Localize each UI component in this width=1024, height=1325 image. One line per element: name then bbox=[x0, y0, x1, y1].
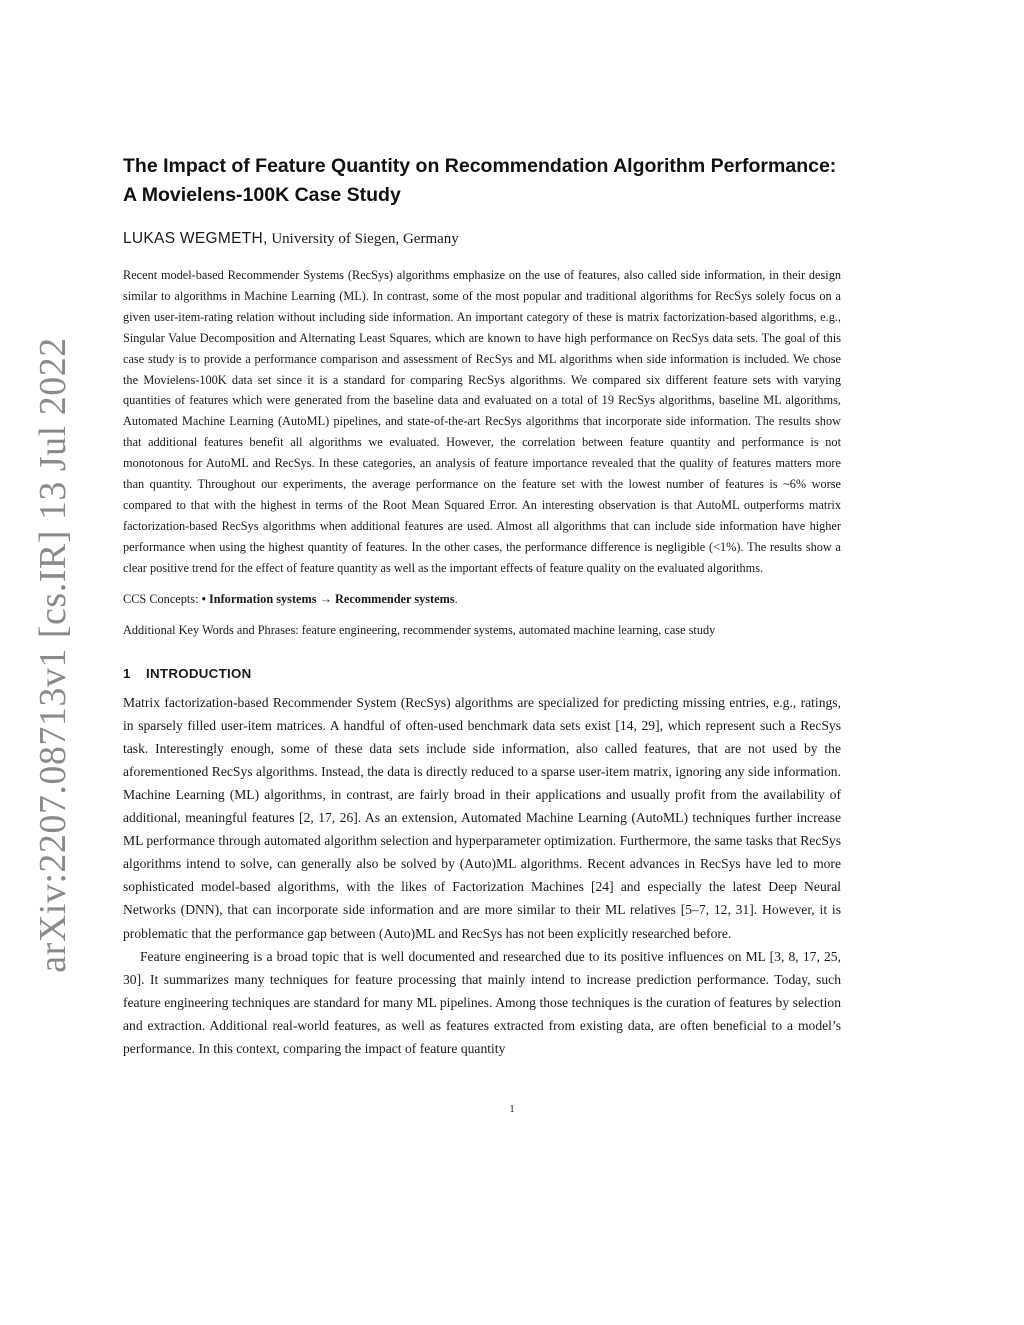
ccs-end: . bbox=[454, 591, 458, 606]
introduction-body bbox=[123, 691, 841, 1061]
introduction-paragraph-2: Feature engineering is a broad topic that is well documented and researched due to its positive influences on ML [3, 8, 17, 25, 30]. It summarizes many techniques for feature processing that mainly intend to increase prediction performance. Today, such feature engineering techniques are standard for many ML pipelines. Among those techniques is the curation of features by selection and extraction. Additional real-world features, as well as features extracted from existing data, are often beneficial to a model’s performance. In this context, comparing the impact of feature quantity bbox=[123, 948, 841, 1056]
abstract: Recent model-based Recommender Systems (RecSys) algorithms emphasize on the use of features, also called side information, in their design similar to algorithms in Machine Learning (ML). In contrast, some of the most popular and traditional algorithms for RecSys solely focus on a given user-item-rating relation without including side information. An important category of these is matrix factorization-based algorithms, e.g., Singular Value Decomposition and Alternating Least Squares, which are known to have high performance on RecSys data sets. The goal of this case study is to provide a performance comparison and assessment of RecSys and ML algorithms when side information is included. We chose the Movielens-100K data set since it is a standard for comparing RecSys algorithms. We compared six different feature sets with varying quantities of features which were generated from the baseline data and evaluated on a total of 19 RecSys algorithms, baseline ML algorithms, Automated Machine Learning (AutoML) pipelines, and state-of-the-art RecSys algorithms that incorporate side information. The results show that additional features benefit all algorithms we evaluated. However, the correlation between feature quantity and performance is not monotonous for AutoML and RecSys. In these categories, an analysis of feature importance revealed that the quality of features matters more than quantity. Throughout our experiments, the average performance on the feature set with the lowest number of features is ~6% worse compared to that with the highest in terms of the Root Mean Squared Error. An interesting observation is that AutoML outperforms matrix factorization-based RecSys algorithms when additional features are used. Almost all algorithms that can include side information have higher performance when using the highest quantity of features. In the other cases, the performance difference is negligible (<1%). The results show a clear positive trend for the effect of feature quantity as well as the important effects of feature quality on the evaluated algorithms. bbox=[123, 268, 841, 575]
author-line bbox=[123, 229, 841, 249]
title-line-2: A Movielens-100K Case Study bbox=[123, 184, 401, 206]
section-heading-introduction bbox=[123, 664, 841, 684]
ccs-label: CCS Concepts: bbox=[123, 591, 202, 606]
section-number: 1 bbox=[123, 665, 131, 681]
author-name: LUKAS WEGMETH, bbox=[123, 230, 268, 247]
paper-title bbox=[123, 152, 841, 210]
keywords: Additional Key Words and Phrases: feature engineering, recommender systems, automated machine learning, case study bbox=[123, 622, 716, 637]
paper-page bbox=[123, 152, 841, 1060]
arxiv-identifier-stamp: arXiv:2207.08713v1 [cs.IR] 13 Jul 2022 bbox=[32, 337, 74, 973]
ccs-concepts bbox=[123, 589, 841, 609]
section-title: INTRODUCTION bbox=[146, 665, 252, 681]
page-number: 1 bbox=[509, 1103, 515, 1115]
author-affiliation: University of Siegen, Germany bbox=[267, 231, 459, 247]
introduction-paragraph-1: Matrix factorization-based Recommender System (RecSys) algorithms are specialized for predicting missing entries, e.g., ratings, in sparsely filled user-item matrices. A handful of often-used benchmark data sets exist [14, 29], which represent such a RecSys task. Interestingly enough, some of these data sets include side information, also called features, that are not used by the aforementioned RecSys algorithms. Instead, the data is directly reduced to a sparse user-item matrix, ignoring any side information. Machine Learning (ML) algorithms, in contrast, are fairly broad in their applications and usually profit from the availability of additional, meaningful features [2, 17, 26]. As an extension, Automated Machine Learning (AutoML) techniques further increase ML performance through automated algorithm selection and hyperparameter optimization. Furthermore, the same tasks that RecSys algorithms intend to solve, can generally also be solved by (Auto)ML algorithms. Recent advances in RecSys have led to more sophisticated model-based algorithms, with the likes of Factorization Machines [24] and especially the latest Deep Neural Networks (DNN), that can incorporate side information and are more similar to their ML relatives [5–7, 12, 31]. However, it is problematic that the performance gap between (Auto)ML and RecSys has not been explicitly researched before. bbox=[123, 694, 841, 941]
title-line-1: The Impact of Feature Quantity on Recommendation Algorithm Performance: bbox=[123, 155, 837, 177]
ccs-concept: • Information systems → Recommender systems bbox=[201, 591, 455, 606]
